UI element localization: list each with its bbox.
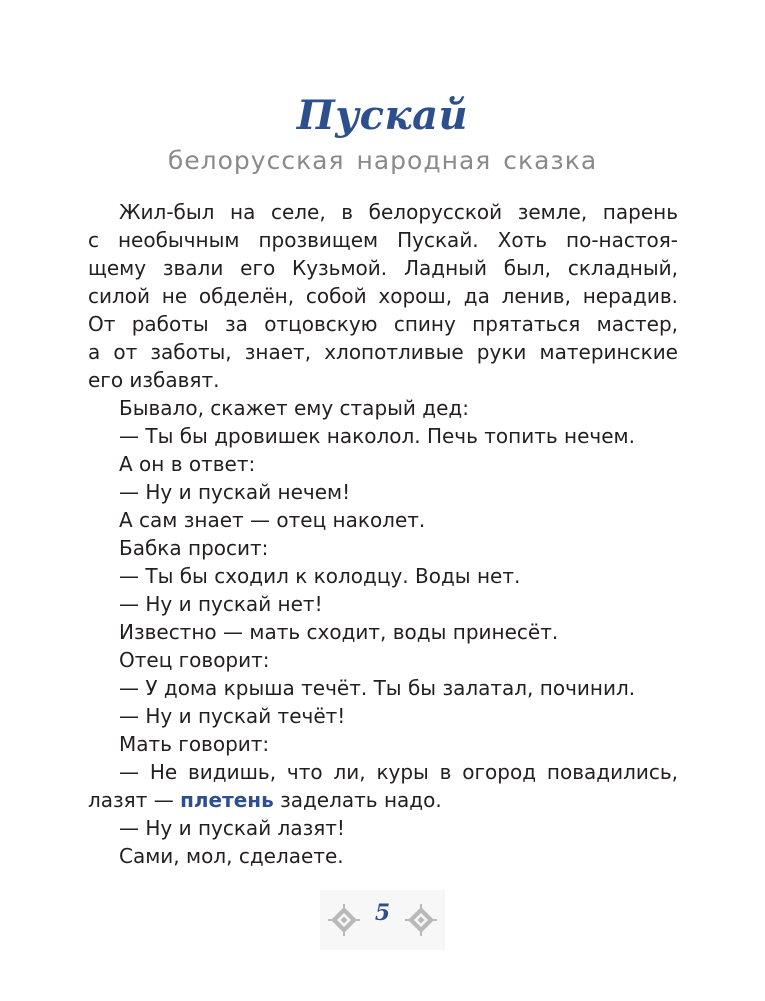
text-line: — Ну и пускай нет! (119, 592, 323, 616)
text-line: А он в ответ: (119, 452, 256, 476)
text-line: Бабка просит: (119, 536, 269, 560)
text-line: — Ну и пускай течёт! (119, 704, 346, 728)
text-line: силой не обделён, собой хорош, да ленив, нерадив. (88, 284, 678, 308)
text-line: — Ты бы дровишек наколол. Печь топить нечем. (119, 424, 635, 448)
text-line: Жил-был на селе, в белорусской земле, парень (119, 200, 678, 224)
page-footer (320, 890, 445, 950)
text-line: — Ну и пускай лазят! (119, 816, 345, 840)
story-title: Пускай (296, 92, 469, 139)
text-line: Бывало, скажет ему старый дед: (119, 396, 469, 420)
text-line: Мать говорит: (119, 732, 270, 756)
text-fragment: лазят — (88, 788, 181, 812)
story-text (88, 198, 678, 870)
text-line: щему звали его Кузьмой. Ладный был, складный, (88, 256, 678, 280)
text-line: — Не видишь, что ли, куры в огород повадились, (119, 760, 678, 784)
text-fragment: заделать надо. (273, 788, 442, 812)
text-line: Сами, мол, сделаете. (119, 844, 344, 868)
text-line: его избавят. (88, 368, 220, 392)
text-line-glossary (88, 786, 678, 814)
text-line: Известно — мать сходит, воды принесёт. (119, 620, 559, 644)
text-line: а от заботы, знает, хлопотливые руки материнские (88, 340, 678, 364)
glossary-term-pleten[interactable]: плетень (180, 788, 274, 812)
story-subtitle: белорусская народная сказка (167, 146, 598, 175)
page-number: 5 (374, 900, 391, 926)
text-line: с необычным прозвищем Пускай. Хоть по-настоя- (88, 228, 678, 252)
text-line: А сам знает — отец наколет. (119, 508, 426, 532)
text-line: — Ты бы сходил к колодцу. Воды нет. (119, 564, 521, 588)
text-line: От работы за отцовскую спину прятаться мастер, (88, 312, 678, 336)
folk-ornament-icon (405, 904, 437, 936)
text-line: — У дома крыша течёт. Ты бы залатал, починил. (119, 676, 636, 700)
text-line: — Ну и пускай нечем! (119, 480, 351, 504)
text-line: Отец говорит: (119, 648, 270, 672)
